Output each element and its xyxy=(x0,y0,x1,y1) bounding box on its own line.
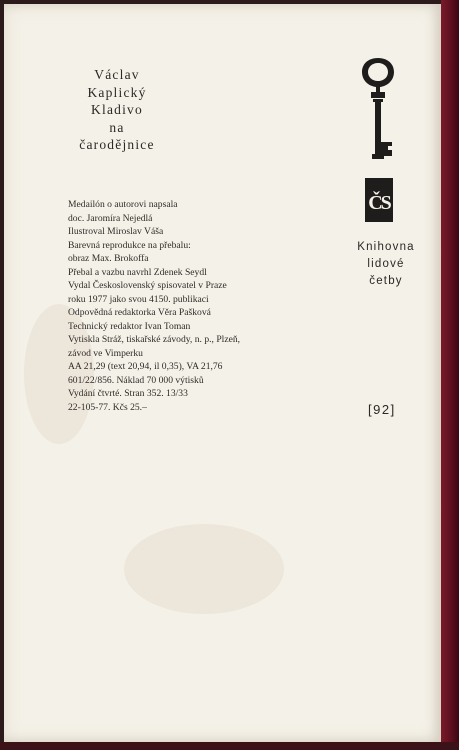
imprint-line: závod ve Vimperku xyxy=(68,347,143,359)
title-line: čarodějnice xyxy=(79,137,155,152)
series-name xyxy=(340,239,432,290)
imprint-line: Odpovědná redaktorka Věra Pašková xyxy=(68,307,211,318)
series-name-line: četby xyxy=(369,275,403,287)
imprint-line: AA 21,29 (text 20,94, il 0,35), VA 21,76 xyxy=(68,361,223,372)
author-and-title xyxy=(62,66,172,154)
paper-stain xyxy=(124,524,284,614)
key-icon xyxy=(354,56,402,166)
imprint-line: Přebal a vazbu navrhl Zdenek Seydl xyxy=(68,266,207,278)
author-last-name: Kaplický xyxy=(87,84,147,100)
imprint-line: 22-105-77. Kčs 25.– xyxy=(68,401,147,413)
publisher-mark: ČS xyxy=(368,192,390,214)
imprint-line: Barevná reprodukce na přebalu: xyxy=(68,239,191,251)
imprint-block xyxy=(68,198,308,414)
imprint-line: Vydal Československý spisovatel v Praze xyxy=(68,280,227,291)
series-number: [92] xyxy=(368,402,396,417)
imprint-line: obraz Max. Brokoffa xyxy=(68,253,149,264)
imprint-line: Vydání čtvrté. Stran 352. 13/33 xyxy=(68,388,188,399)
series-name-line: Knihovna xyxy=(357,241,415,253)
series-name-line: lidové xyxy=(367,258,405,270)
author-first-name: Václav xyxy=(94,67,140,82)
bottom-edge xyxy=(0,742,459,750)
cover-edge xyxy=(441,0,459,750)
imprint-line: doc. Jaromíra Nejedlá xyxy=(68,212,153,224)
imprint-line: 601/22/856. Náklad 70 000 výtisků xyxy=(68,374,204,386)
title-line: Kladivo xyxy=(91,102,143,117)
imprint-line: Ilustroval Miroslav Váša xyxy=(68,226,164,237)
imprint-line: roku 1977 jako svou 4150. publikaci xyxy=(68,293,209,305)
book-page xyxy=(4,4,441,742)
publisher-logo xyxy=(365,178,393,222)
imprint-line: Technický redaktor Ivan Toman xyxy=(68,320,191,332)
imprint-line: Medailón o autorovi napsala xyxy=(68,199,178,210)
imprint-line: Vytiskla Stráž, tiskařské závody, n. p., Plzeň, xyxy=(68,334,241,345)
title-line: na xyxy=(109,119,125,135)
